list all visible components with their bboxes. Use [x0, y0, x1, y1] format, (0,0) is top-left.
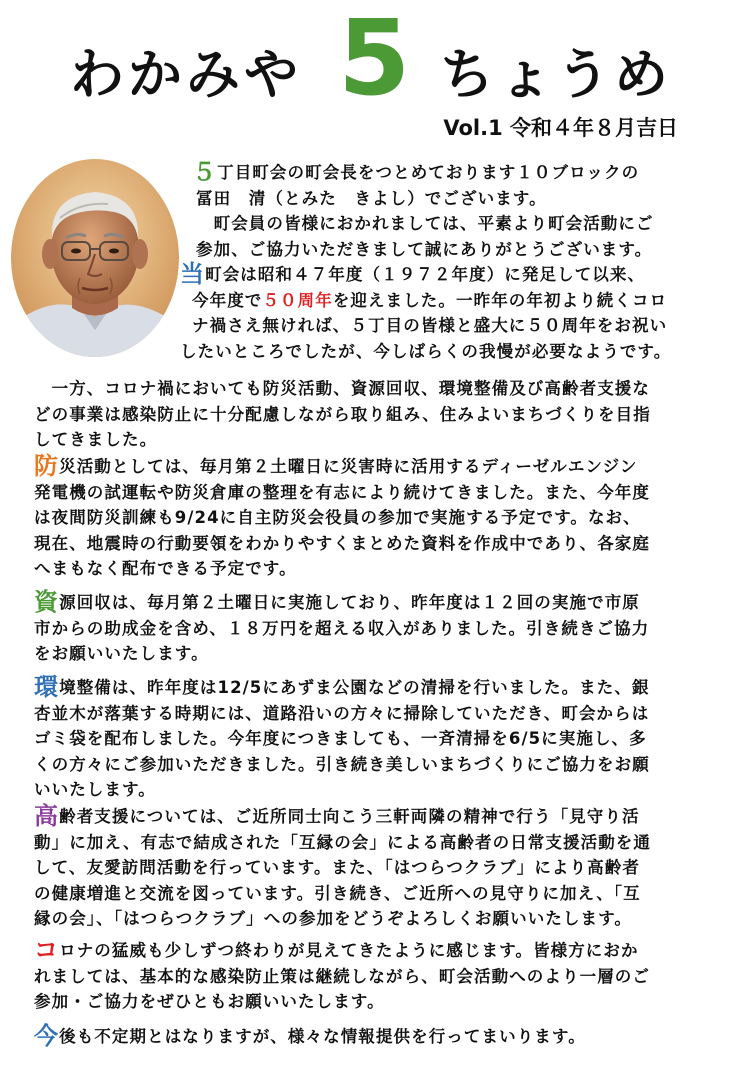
environment-line-4: くの方々にご参加いただきました。引き続き美しいまちづくりにご協力をお願: [34, 754, 650, 774]
disaster-line-2: 発電機の試運転や防災倉庫の整理を有志により続けてきました。また、今年度: [34, 482, 650, 502]
anniversary-line-3: ナ禍さえ無ければ、５丁目の皆様と盛大に５０周年をお祝い: [192, 316, 668, 335]
anniversary-line-2-post: を迎えました。一昨年の年初より続くコロ: [332, 290, 668, 310]
closing-line-1: 後も不定期とはなりますが、様々な情報提供を行ってまいります。: [59, 1027, 586, 1046]
elderly-support-paragraph: [34, 804, 651, 932]
elderly-line-5: 縁の会」、「はつらつクラブ」への参加をどうぞよろしくお願いいたします。: [34, 909, 633, 928]
general-line-1: 一方、コロナ禍においても防災活動、資源回収、環境整備及び高齢者支援な: [34, 379, 650, 398]
general-line-3: してきました。: [34, 430, 158, 449]
disaster-prevention-paragraph: [34, 454, 650, 582]
anniversary-line-2-pre: 今年度で: [192, 290, 263, 310]
intro-line-4: 参加、ご協力いただきまして誠にありがとうございます。: [196, 239, 653, 259]
disaster-line-3: は夜間防災訓練も9/24に自主防災会役員の参加で実施する予定です。なお、: [34, 508, 641, 527]
environment-line-3: ゴミ袋を配布しました。今年度につきましても、一斉清掃を6/5に実施し、多: [34, 729, 647, 748]
intro-cap: ５: [192, 158, 218, 186]
disaster-line-5: へまもなく配布できる予定です。: [34, 559, 297, 578]
closing-paragraph: [34, 1024, 586, 1050]
disaster-cap: 防: [34, 452, 60, 480]
environment-line-2: 杏並木が落葉する時期には、道路沿いの方々に掃除していただき、町会からは: [34, 703, 650, 723]
anniversary-cap: 当: [180, 260, 206, 288]
issue-date: Vol.1 令和４年８月吉日: [443, 116, 678, 140]
title-left: わかみや: [70, 43, 302, 106]
resource-cap: 資: [34, 588, 60, 616]
resource-line-3: をお願いいたします。: [34, 644, 209, 663]
general-line-2: どの事業は感染防止に十分配慮しながら取り組み、住みよいまちづくりを目指: [34, 404, 651, 424]
general-paragraph: [34, 376, 651, 453]
corona-paragraph: [34, 938, 650, 1015]
intro-line-2: 冨田 清（とみた きよし）でございます。: [196, 188, 547, 208]
corona-line-3: 参加・ご協力をぜひともお願いいたします。: [34, 992, 385, 1011]
intro-line-3: 町会員の皆様におかれましては、平素より町会活動にご: [196, 214, 654, 233]
corona-line-2: れましては、基本的な感染防止策は継続しながら、町会活動へのより一層のご: [34, 966, 650, 986]
title-right: ちょうめ: [440, 43, 672, 106]
intro-paragraph: [192, 160, 654, 262]
environment-cap: 環: [34, 673, 60, 701]
anniversary-highlight: ５０周年: [262, 290, 333, 310]
anniversary-line-1: 町会は昭和４７年度（１９７２年度）に発足して以来、: [205, 265, 646, 284]
resource-line-2: 市からの助成金を含め、１８万円を超える収入がありました。引き続きご協力: [34, 618, 650, 638]
corona-cap: コ: [34, 936, 60, 964]
environment-line-1: 境整備は、昨年度は12/5にあずま公園などの清掃を行いました。また、銀: [59, 678, 650, 697]
resource-line-1: 源回収は、毎月第２土曜日に実施しており、昨年度は１２回の実施で市原: [59, 593, 640, 612]
intro-line-1: 丁目町会の町会長をつとめております１０ブロックの: [217, 163, 640, 182]
disaster-line-1: 災活動としては、毎月第２土曜日に災害時に活用するディーゼルエンジン: [59, 457, 638, 476]
anniversary-paragraph: [180, 262, 671, 364]
elderly-line-4: の健康増進と交流を図っています。引き続き、ご近所への見守りに加え、「互: [34, 883, 641, 903]
portrait-of-chairman: [10, 158, 180, 358]
environment-line-5: いいたします。: [34, 780, 156, 799]
closing-cap: 今: [34, 1022, 60, 1050]
environment-paragraph: [34, 675, 650, 803]
elderly-cap: 高: [34, 802, 60, 830]
disaster-line-4: 現在、地震時の行動要領をわかりやすくまとめた資料を作成中であり、各家庭: [34, 533, 650, 553]
elderly-line-1: 齢者支援については、ご近所同士向こう三軒両隣の精神で行う「見守り活: [59, 807, 640, 826]
corona-line-1: ロナの猛威も少しずつ終わりが見えてきたように感じます。皆様方におか: [59, 941, 639, 960]
newsletter-title: [0, 0, 744, 119]
resource-recovery-paragraph: [34, 590, 649, 667]
elderly-line-3: して、友愛訪問活動を行っています。また、「はつらつクラブ」により高齢者: [34, 858, 640, 877]
anniversary-line-4: したいところでしたが、今しばらくの我慢が必要なようです。: [180, 341, 672, 361]
elderly-line-2: 動」に加え、有志で結成された「互縁の会」による高齢者の日常支援活動を通: [34, 832, 651, 852]
title-number: 5: [338, 0, 411, 119]
